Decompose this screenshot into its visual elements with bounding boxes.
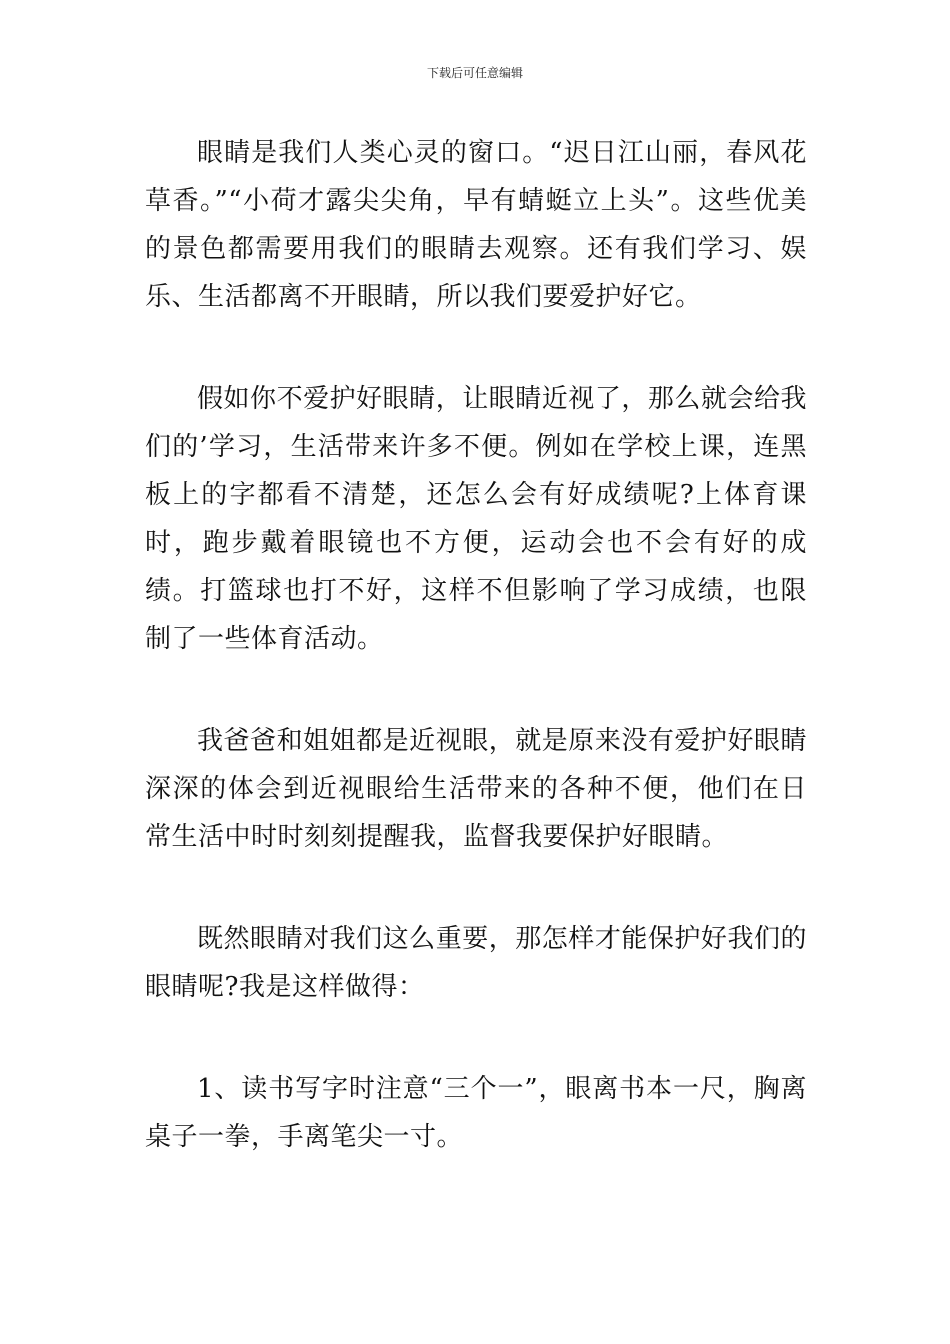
paragraph-1: 眼睛是我们人类心灵的窗口。“迟日江山丽，春风花草香。”“小荷才露尖尖角，早有蜻蜓立上头”。这些优美的景色都需要用我们的眼睛去观察。还有我们学习、娱乐、生活都离不开眼睛，所以我们要爱护好它。	[145, 138, 807, 312]
paragraph-2: 假如你不爱护好眼睛，让眼睛近视了，那么就会给我们的’学习，生活带来许多不便。例如在学校上课，连黑板上的字都看不清楚，还怎么会有好成绩呢?上体育课时，跑步戴着眼镜也不方便，运动会也不会有好的成绩。打篮球也打不好，这样不但影响了学习成绩，也限制了一些体育活动。	[145, 384, 807, 654]
header-note: 下载后可任意编辑	[426, 66, 523, 80]
paragraph-5: 1、读书写字时注意“三个一”，眼离书本一尺，胸离桌子一拳，手离笔尖一寸。	[145, 1074, 807, 1152]
paragraph-3: 我爸爸和姐姐都是近视眼，就是原来没有爱护好眼睛深深的体会到近视眼给生活带来的各种不便，他们在日常生活中时时刻刻提醒我，监督我要保护好眼睛。	[145, 726, 807, 852]
paragraph-4: 既然眼睛对我们这么重要，那怎样才能保护好我们的眼睛呢?我是这样做得：	[145, 924, 807, 1002]
document-body	[145, 129, 807, 1161]
